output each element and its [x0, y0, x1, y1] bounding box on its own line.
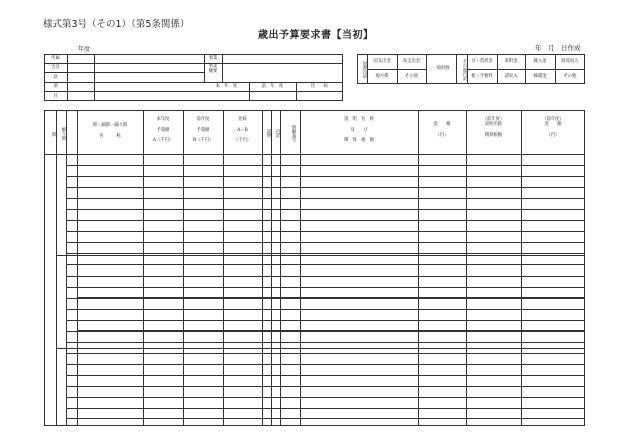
sub-kurikoshi: 繰越金: [533, 74, 547, 79]
table-row-line: [66, 165, 585, 166]
fiscal-year-label: 年度: [78, 46, 91, 53]
table-row-line: [66, 320, 585, 321]
jigyo-label: 事業: [208, 56, 218, 61]
table-row-line: [77, 220, 585, 221]
info-label-moku: 目: [53, 94, 58, 99]
table-row-line: [66, 276, 585, 277]
info-label-shozoku: 所属: [51, 56, 60, 61]
table-row-line: [66, 187, 585, 188]
col-saisaisetsu: 細々節: [61, 126, 66, 140]
sub-kurire: 繰入金: [533, 59, 547, 64]
sub-shoshunyu: 諸収入: [504, 74, 518, 79]
label-hikaku: 比 較: [310, 84, 329, 89]
created-date-label: 年 月 日作成: [535, 44, 581, 52]
table-row-line: [56, 154, 585, 155]
table-row-line: [66, 364, 585, 365]
table-row-line: [66, 242, 585, 243]
col-prev-explain: （前年度） 説明名称 積算根拠: [482, 117, 505, 139]
table-row-line: [66, 386, 585, 387]
table-row-line: [66, 209, 585, 210]
label-zennendo: 前 年 度: [261, 84, 284, 89]
col-prev-kingaku: （前年度） 金 額 （円）: [542, 117, 564, 139]
table-row-line: [77, 176, 585, 177]
jigyo-summary-label: 事業 概要: [208, 64, 218, 75]
col-hikaku: 比較 A－B （千円）: [233, 117, 252, 144]
col-explain: 説 明 名 称 及 び 積 算 根 拠: [343, 117, 375, 144]
sub-tesuryo: 使・手数料: [471, 74, 493, 79]
info-label-ko: 項: [53, 84, 58, 89]
table-row-line: [66, 198, 585, 199]
col-setsumei: 説明: [266, 128, 271, 138]
table-row-line: [66, 309, 585, 310]
table-row-line: [77, 264, 585, 265]
info-label-kan: 款: [53, 75, 58, 80]
col-kingaku: 金 額 （円）: [433, 122, 451, 138]
col-setsu-names: 節・細節・細々節 名 称: [92, 123, 128, 139]
table-row-line: [66, 375, 585, 376]
table-row-line: [77, 297, 585, 298]
col-uchiwake: 内訳: [275, 128, 280, 138]
main-table: [44, 110, 585, 426]
table-row-line: [66, 418, 585, 419]
zaigen-chihosai: 地方債: [375, 74, 389, 79]
table-row-line: [56, 255, 585, 256]
table-row-line: [66, 342, 585, 343]
col-setsu: 節: [51, 131, 56, 137]
table-row-line: [66, 331, 585, 332]
info-label-kaikei: 会計: [51, 65, 60, 70]
col-zennendo: 前年度 予算額 B（千円）: [192, 117, 214, 144]
info-block: [44, 54, 343, 101]
col-honnendo: 本年度 予算額 A（千円）: [152, 117, 174, 144]
table-row-line: [66, 231, 585, 232]
zaigen-sonota: その他: [405, 74, 418, 79]
col-meisai: 明細番号: [291, 125, 296, 143]
table-row-line: [66, 353, 585, 354]
zaigen-ippan: 一般財源: [432, 66, 450, 71]
table-row-line: [66, 253, 585, 254]
label-honnendo: 本 年 度: [215, 84, 238, 89]
form-number: 様式第3号（その1）（第5条関係）: [43, 19, 190, 30]
zaigen-kokushishutsu: 国支出金: [373, 59, 391, 64]
sub-buntan: 分・負担金: [471, 59, 493, 64]
sub-kifu: 寄附金: [504, 59, 518, 64]
table-row-line: [66, 287, 585, 288]
table-row-line: [66, 298, 585, 299]
table-row-line: [66, 408, 585, 409]
sonota-uchiwake-label: その他内訳: [462, 58, 467, 81]
table-row-line: [66, 397, 585, 398]
page-title: 歳出予算要求書【当初】: [258, 30, 374, 41]
sub-zaisan: 財産収入: [561, 59, 579, 64]
table-row-line: [77, 330, 585, 331]
sub-sonota: その他: [563, 74, 577, 79]
zaigen-label: 財源内訳: [362, 60, 367, 79]
zaigen-kenshishutsu: 県支出金: [402, 59, 421, 64]
table-row-line: [56, 348, 585, 349]
